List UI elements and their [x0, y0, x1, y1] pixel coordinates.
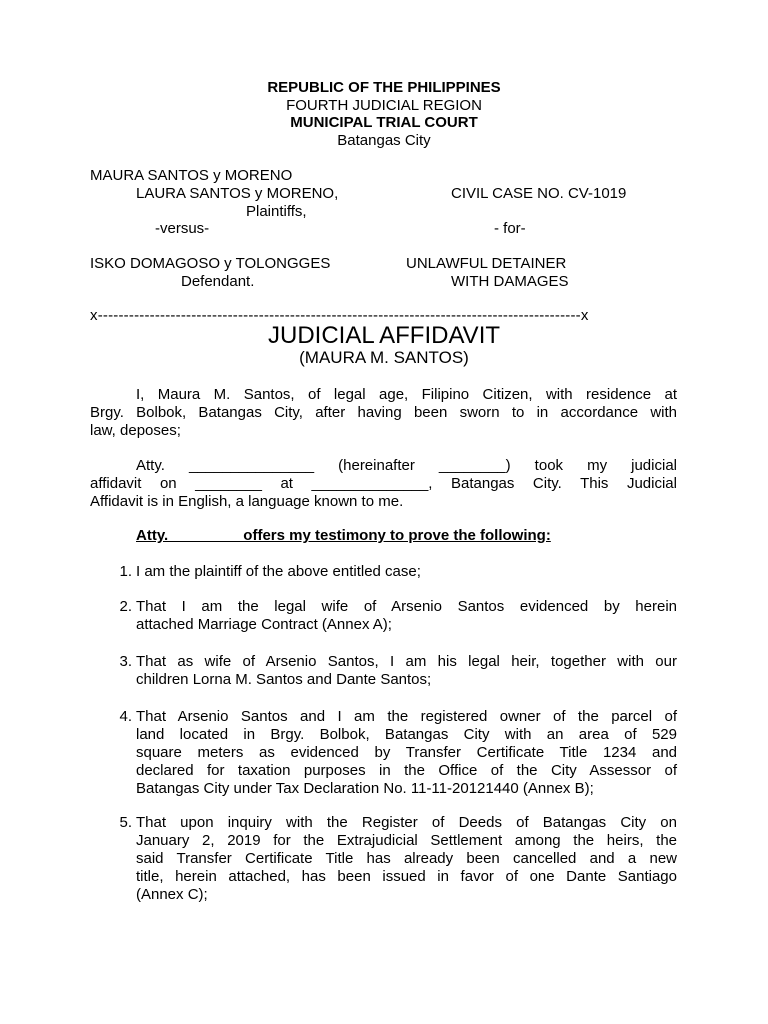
- list-item: [136, 563, 677, 581]
- document-title: JUDICIAL AFFIDAVIT: [267, 322, 501, 349]
- item-number: 4.: [119, 708, 132, 725]
- plaintiff-2: LAURA SANTOS y MORENO,: [136, 185, 339, 202]
- case-nature-line2: WITH DAMAGES: [451, 273, 569, 290]
- defendant-label: Defendant.: [181, 273, 255, 290]
- atty-paragraph: [90, 457, 677, 511]
- item-number: 5.: [119, 814, 132, 831]
- item-line: That as wife of Arsenio Santos, I am his legal heir, together with our: [136, 653, 677, 670]
- defendant-name: ISKO DOMAGOSO y TOLONGGES: [90, 255, 331, 272]
- case-number: CIVIL CASE NO. CV-1019: [451, 185, 627, 202]
- item-number: 3.: [119, 653, 132, 670]
- item-line: January 2, 2019 for the Extrajudicial Settlement among the heirs, the: [136, 832, 677, 849]
- intro-line: Brgy. Bolbok, Batangas City, after having been sworn to in accordance with: [90, 404, 677, 421]
- item-line: That Arsenio Santos and I am the registered owner of the parcel of: [136, 708, 677, 725]
- item-number: 1.: [119, 563, 132, 580]
- item-line: Batangas City under Tax Declaration No. 11-11-20121440 (Annex B);: [136, 780, 594, 797]
- list-item: [136, 814, 677, 904]
- plaintiffs-label: Plaintiffs,: [246, 203, 307, 220]
- versus-label: -versus-: [155, 220, 210, 237]
- item-number: 2.: [119, 598, 132, 615]
- item-line: title, herein attached, has been issued in favor of one Dante Santiago: [136, 868, 677, 885]
- item-line: I am the plaintiff of the above entitled case;: [136, 563, 421, 580]
- item-line: (Annex C);: [136, 886, 208, 903]
- item-line: That upon inquiry with the Register of Deeds of Batangas City on: [136, 814, 677, 831]
- item-line: children Lorna M. Santos and Dante Santos;: [136, 671, 432, 688]
- document-subtitle: (MAURA M. SANTOS): [299, 348, 469, 367]
- item-line: land located in Brgy. Bolbok, Batangas City with an area of 529: [136, 726, 677, 743]
- list-item: [136, 708, 677, 798]
- atty-line: Affidavit is in English, a language known to me.: [90, 493, 404, 510]
- intro-line: law, deposes;: [90, 422, 181, 439]
- item-line: declared for taxation purposes in the Office of the City Assessor of: [136, 762, 677, 779]
- atty-line: affidavit on ________ at ______________, Batangas City. This Judicial: [90, 475, 677, 492]
- list-item: [136, 598, 677, 634]
- intro-line: I, Maura M. Santos, of legal age, Filipino Citizen, with residence at: [136, 386, 677, 403]
- header-republic: REPUBLIC OF THE PHILIPPINES: [267, 79, 501, 96]
- case-nature-line1: UNLAWFUL DETAINER: [406, 255, 567, 272]
- intro-paragraph: [90, 386, 677, 440]
- item-line: attached Marriage Contract (Annex A);: [136, 616, 392, 633]
- plaintiff-1: MAURA SANTOS y MORENO: [90, 167, 293, 184]
- atty-line: Atty. _______________ (hereinafter ________) took my judicial: [136, 457, 677, 474]
- for-label: - for-: [494, 220, 526, 237]
- offer-heading: Atty. ________ offers my testimony to prove the following:: [136, 527, 551, 544]
- item-line: square meters as evidenced by Transfer Certificate Title 1234 and: [136, 744, 677, 761]
- header-region: FOURTH JUDICIAL REGION: [286, 97, 482, 114]
- caption-divider: x---------------------------------------------------------------------------------------------x: [90, 307, 589, 324]
- list-item: [136, 653, 677, 689]
- item-line: said Transfer Certificate Title has already been cancelled and a new: [136, 850, 677, 867]
- header-court: MUNICIPAL TRIAL COURT: [290, 114, 478, 131]
- item-line: That I am the legal wife of Arsenio Santos evidenced by herein: [136, 598, 677, 615]
- header-city: Batangas City: [337, 132, 431, 149]
